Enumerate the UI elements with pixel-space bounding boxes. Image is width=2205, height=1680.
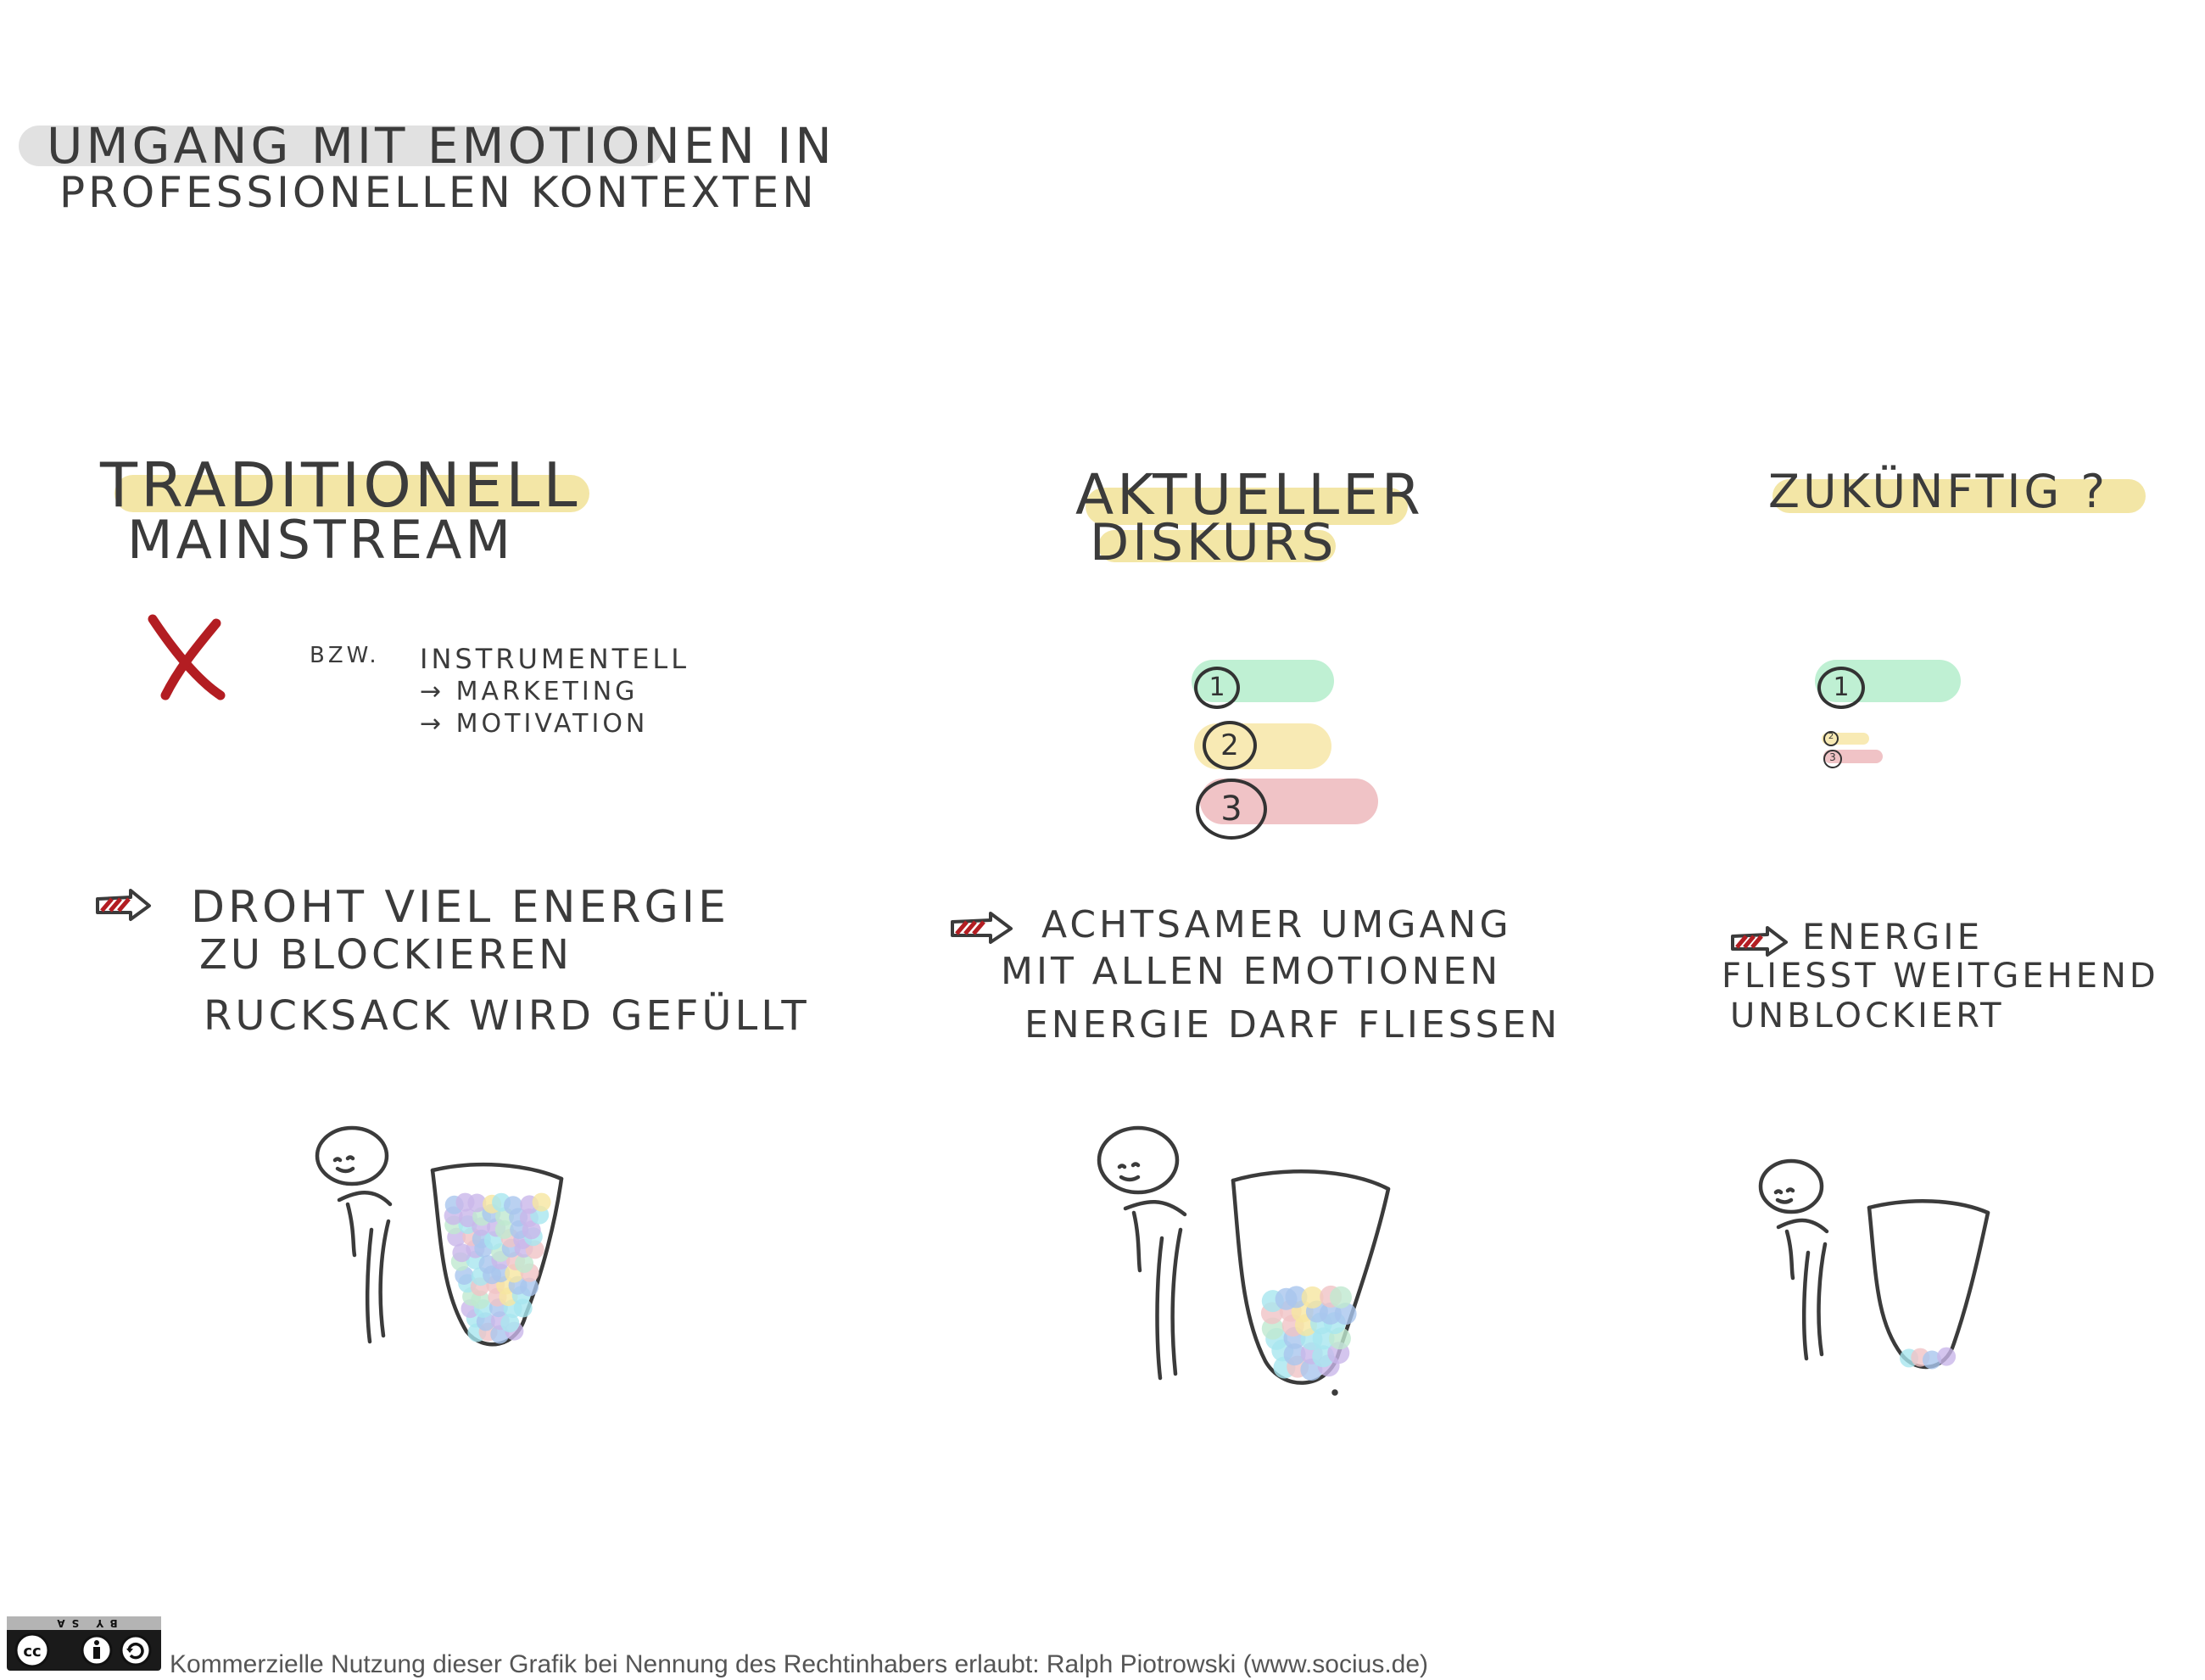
col1-consequence: DROHT VIEL ENERGIE	[191, 882, 729, 933]
level-circle-1: 1	[1194, 667, 1240, 709]
cc-by-sa-icon[interactable]	[7, 1616, 161, 1671]
level-circle-1: 1	[1817, 667, 1865, 709]
col1-note-line: → MARKETING	[420, 677, 639, 706]
red-cross-icon	[144, 611, 229, 704]
col2-consequence: MIT ALLEN EMOTIONEN	[1001, 950, 1502, 993]
arrow-icon	[1730, 926, 1789, 958]
svg-text:cc: cc	[23, 1643, 42, 1660]
emotion-dot	[1330, 1287, 1352, 1309]
col3-consequence: UNBLOCKIERT	[1730, 996, 2005, 1035]
level-circle-3: 3	[1823, 750, 1842, 768]
col2-consequence: ENERGIE DARF FLIESSEN	[1024, 1003, 1561, 1047]
license-credit-text: Kommerzielle Nutzung dieser Grafik bei Nennung des Rechtinhabers erlaubt: Ralph Piotrowski (www.socius.de)	[170, 1650, 1429, 1678]
emotion-dot	[533, 1193, 551, 1212]
col2-heading-line2: DISKURS	[1090, 513, 1337, 572]
col1-note-label: BZW.	[310, 643, 380, 668]
level-circle-3: 3	[1196, 779, 1267, 840]
col1-note-line: → MOTIVATION	[420, 709, 649, 739]
bag-fill-dots	[1096, 1119, 1401, 1399]
emotion-dot	[504, 1196, 522, 1214]
page-title-line2: PROFESSIONELLEN KONTEXTEN	[59, 168, 818, 217]
col1-consequence: ZU BLOCKIEREN	[199, 931, 573, 979]
emotion-dot	[1937, 1348, 1956, 1366]
level-circle-2: 2	[1203, 721, 1257, 770]
col2-consequence: ACHTSAMER UMGANG	[1041, 903, 1512, 946]
level-circle-2: 2	[1823, 731, 1839, 746]
cc-badge-top-text: BY SA	[7, 1616, 161, 1630]
arrow-icon	[95, 889, 153, 923]
col1-note-line: INSTRUMENTELL	[420, 643, 690, 675]
page-title-line1: UMGANG MIT EMOTIONEN IN	[47, 117, 835, 175]
col3-heading: ZUKÜNFTIG ?	[1768, 465, 2109, 518]
col1-heading-line2: MAINSTREAM	[127, 509, 514, 571]
col3-consequence: FLIESST WEITGEHEND	[1722, 957, 2159, 996]
col1-heading-line1: TRADITIONELL	[100, 449, 581, 521]
footer	[0, 1603, 2205, 1680]
bag-fill-dots	[314, 1119, 585, 1365]
col1-consequence: RUCKSACK WIRD GEFÜLLT	[204, 992, 810, 1040]
arrow-icon	[950, 912, 1014, 946]
bag-fill-dots	[1757, 1155, 2012, 1380]
col3-consequence: ENERGIE	[1802, 916, 1984, 957]
col2-heading-line1: AKTUELLER	[1075, 462, 1424, 527]
